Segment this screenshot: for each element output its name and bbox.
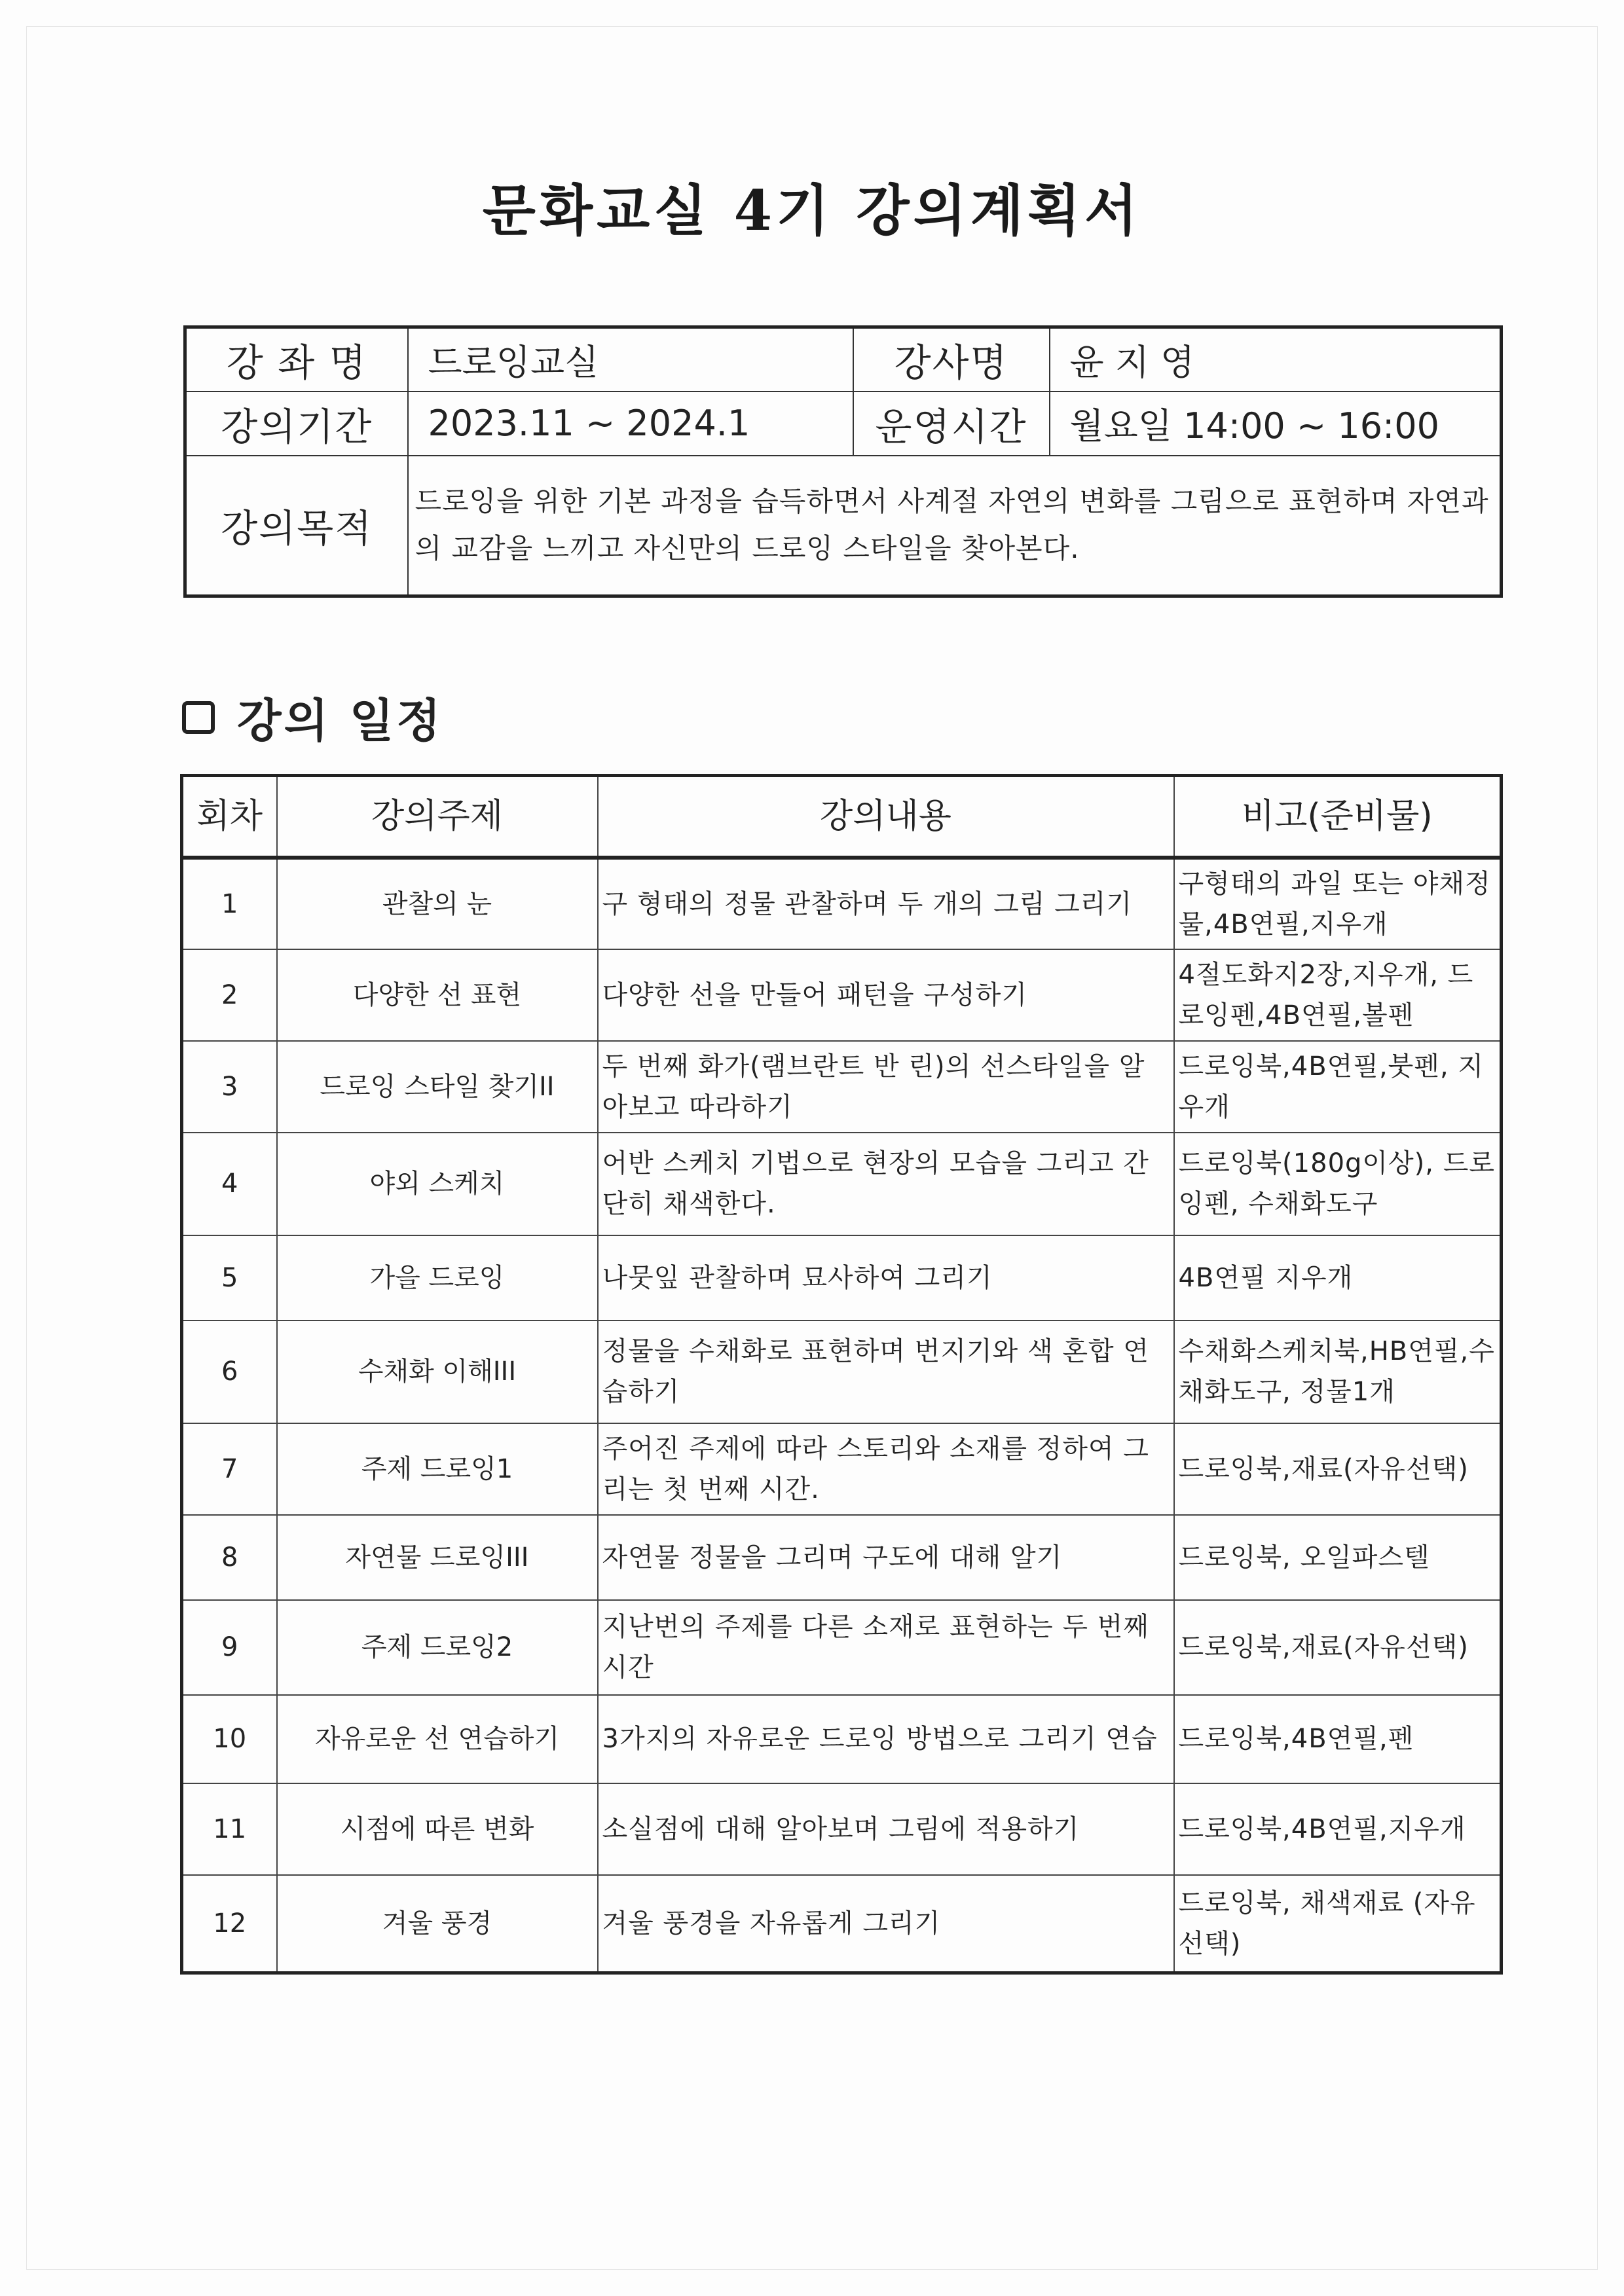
row-num: 4 (182, 1133, 277, 1235)
row-content: 두 번째 화가(램브란트 반 린)의 선스타일을 알아보고 따라하기 (598, 1041, 1174, 1133)
schedule-header-row (182, 776, 1502, 858)
row-topic: 주제 드로잉2 (277, 1600, 598, 1695)
row-note: 수채화스케치북,HB연필,수채화도구, 정물1개 (1174, 1321, 1502, 1423)
row-note: 드로잉북, 오일파스텔 (1174, 1515, 1502, 1600)
course-info-table (183, 325, 1503, 598)
row-content: 다양한 선을 만들어 패턴을 구성하기 (598, 949, 1174, 1041)
row-topic: 관찰의 눈 (277, 858, 598, 949)
row-note: 드로잉북(180g이상), 드로잉펜, 수채화도구 (1174, 1133, 1502, 1235)
header-note: 비고(준비물) (1174, 776, 1502, 858)
table-row (182, 1133, 1502, 1235)
row-num: 6 (182, 1321, 277, 1423)
table-row (182, 1423, 1502, 1515)
row-content: 구 형태의 정물 관찰하며 두 개의 그림 그리기 (598, 858, 1174, 949)
row-note: 드로잉북,4B연필,지우개 (1174, 1783, 1502, 1875)
row-num: 11 (182, 1783, 277, 1875)
row-content: 겨울 풍경을 자유롭게 그리기 (598, 1875, 1174, 1973)
info-row-course (185, 327, 1502, 392)
row-num: 7 (182, 1423, 277, 1515)
row-topic: 시점에 따른 변화 (277, 1783, 598, 1875)
row-note: 드로잉북, 채색재료 (자유선택) (1174, 1875, 1502, 1973)
course-name-label: 강 좌 명 (185, 327, 408, 392)
row-topic: 자연물 드로잉III (277, 1515, 598, 1600)
period-label: 강의기간 (185, 392, 408, 456)
table-row (182, 1321, 1502, 1423)
row-num: 8 (182, 1515, 277, 1600)
checkbox-icon (182, 701, 215, 734)
info-row-purpose (185, 456, 1502, 596)
section-title: 강의 일정 (237, 693, 443, 748)
row-topic: 주제 드로잉1 (277, 1423, 598, 1515)
hours-value: 월요일 14:00 ~ 16:00 (1050, 392, 1502, 456)
hours-label: 운영시간 (853, 392, 1050, 456)
row-topic: 다양한 선 표현 (277, 949, 598, 1041)
row-num: 2 (182, 949, 277, 1041)
table-row (182, 1041, 1502, 1133)
row-content: 소실점에 대해 알아보며 그림에 적용하기 (598, 1783, 1174, 1875)
table-row (182, 1235, 1502, 1321)
row-content: 정물을 수채화로 표현하며 번지기와 색 혼합 연습하기 (598, 1321, 1174, 1423)
row-note: 드로잉북,재료(자유선택) (1174, 1423, 1502, 1515)
row-topic: 야외 스케치 (277, 1133, 598, 1235)
row-topic: 드로잉 스타일 찾기II (277, 1041, 598, 1133)
row-topic: 자유로운 선 연습하기 (277, 1695, 598, 1783)
purpose-value: 드로잉을 위한 기본 과정을 습득하면서 사계절 자연의 변화를 그림으로 표현하며 자연과의 교감을 느끼고 자신만의 드로잉 스타일을 찾아본다. (408, 456, 1502, 596)
period-value: 2023.11 ~ 2024.1 (408, 392, 853, 456)
row-note: 구형태의 과일 또는 야채정물,4B연필,지우개 (1174, 858, 1502, 949)
purpose-label: 강의목적 (185, 456, 408, 596)
table-row (182, 1875, 1502, 1973)
course-name-value: 드로잉교실 (408, 327, 853, 392)
table-row (182, 949, 1502, 1041)
header-topic: 강의주제 (277, 776, 598, 858)
row-num: 12 (182, 1875, 277, 1973)
table-row (182, 1783, 1502, 1875)
row-content: 어반 스케치 기법으로 현장의 모습을 그리고 간단히 채색한다. (598, 1133, 1174, 1235)
row-content: 3가지의 자유로운 드로잉 방법으로 그리기 연습 (598, 1695, 1174, 1783)
row-note: 드로잉북,4B연필,붓펜, 지우개 (1174, 1041, 1502, 1133)
row-num: 9 (182, 1600, 277, 1695)
row-note: 4B연필 지우개 (1174, 1235, 1502, 1321)
section-heading (182, 684, 443, 750)
info-row-period (185, 392, 1502, 456)
row-note: 드로잉북,재료(자유선택) (1174, 1600, 1502, 1695)
table-row (182, 858, 1502, 949)
table-row (182, 1515, 1502, 1600)
instructor-value: 윤 지 영 (1050, 327, 1502, 392)
row-content: 주어진 주제에 따라 스토리와 소재를 정하여 그리는 첫 번째 시간. (598, 1423, 1174, 1515)
row-num: 1 (182, 858, 277, 949)
row-num: 10 (182, 1695, 277, 1783)
table-row (182, 1600, 1502, 1695)
row-num: 5 (182, 1235, 277, 1321)
row-topic: 가을 드로잉 (277, 1235, 598, 1321)
schedule-table (180, 774, 1503, 1975)
header-num: 회차 (182, 776, 277, 858)
row-note: 4절도화지2장,지우개, 드로잉펜,4B연필,볼펜 (1174, 949, 1502, 1041)
instructor-label: 강사명 (853, 327, 1050, 392)
row-note: 드로잉북,4B연필,펜 (1174, 1695, 1502, 1783)
page-title: 문화교실 4기 강의계획서 (482, 178, 1142, 243)
row-topic: 겨울 풍경 (277, 1875, 598, 1973)
header-content: 강의내용 (598, 776, 1174, 858)
row-content: 자연물 정물을 그리며 구도에 대해 알기 (598, 1515, 1174, 1600)
row-content: 나뭇잎 관찰하며 묘사하여 그리기 (598, 1235, 1174, 1321)
table-row (182, 1695, 1502, 1783)
row-topic: 수채화 이해III (277, 1321, 598, 1423)
row-num: 3 (182, 1041, 277, 1133)
row-content: 지난번의 주제를 다른 소재로 표현하는 두 번째 시간 (598, 1600, 1174, 1695)
